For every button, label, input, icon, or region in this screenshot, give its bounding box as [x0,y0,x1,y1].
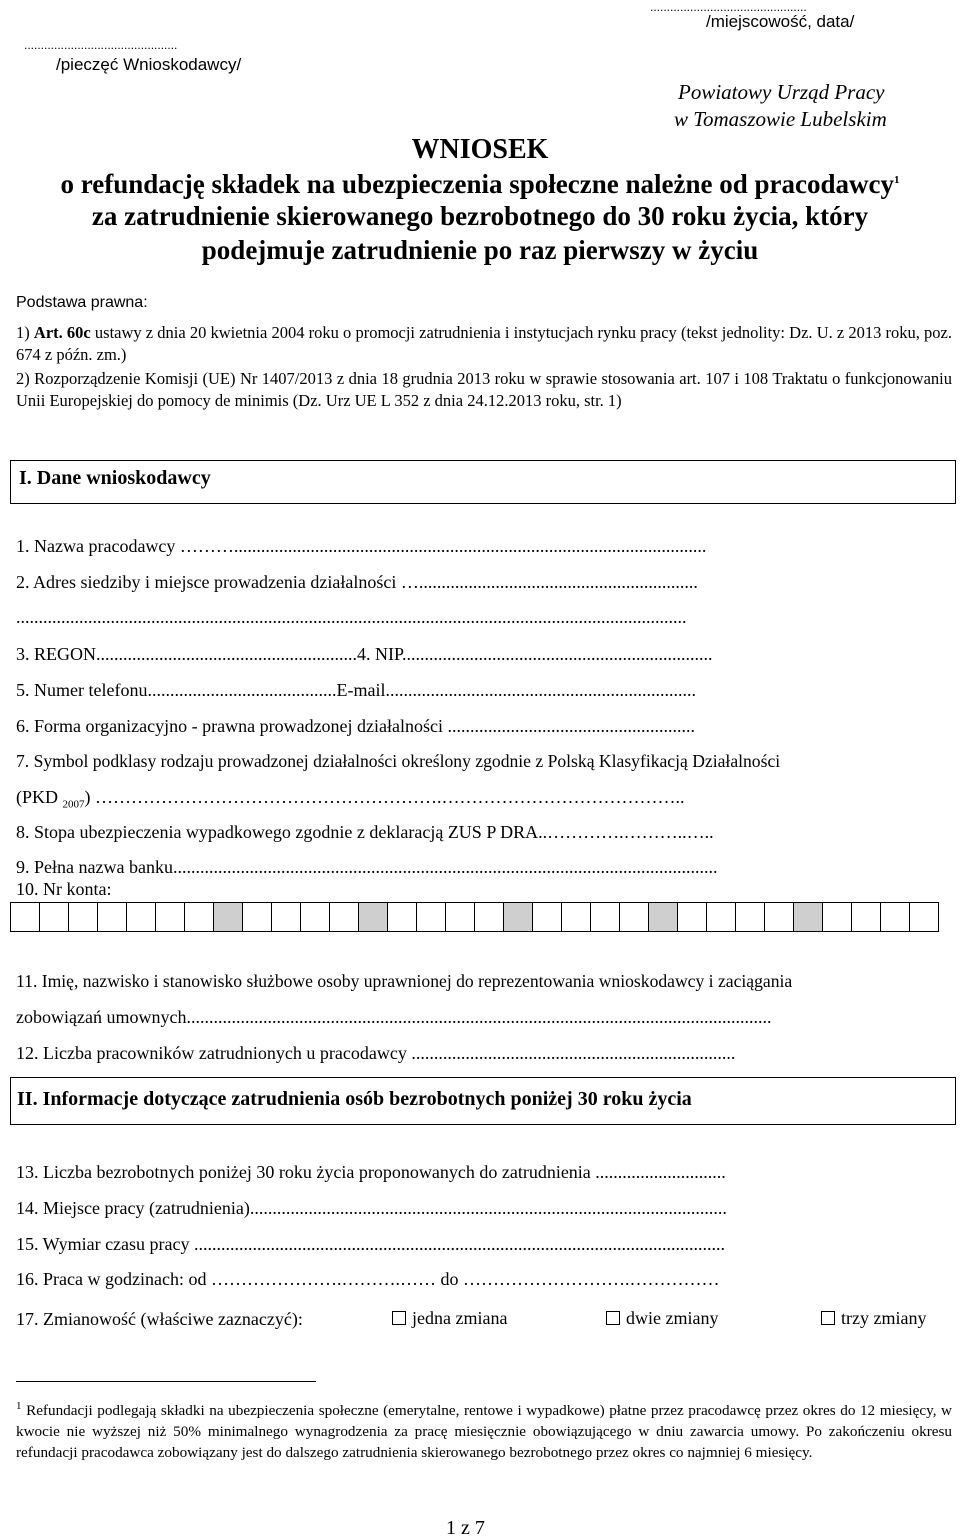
pkd-dots: ) ………………………………………………….………………………………….. [84,787,685,807]
account-digit-cell[interactable] [417,902,446,932]
title-line1 [0,169,960,200]
account-digit-cell[interactable] [359,902,388,932]
account-digit-cell[interactable] [765,902,794,932]
account-digit-cell[interactable] [591,902,620,932]
account-digit-cell[interactable] [852,902,881,932]
office-name-line1: Powiatowy Urząd Pracy [678,80,885,104]
place-date-label: /miejscowość, data/ [706,12,855,31]
account-digit-cell[interactable] [214,902,243,932]
field-phone-email[interactable]: 5. Numer telefonu..........................................E-mail..................................................................... [16,680,696,700]
account-digit-cell[interactable] [649,902,678,932]
section-2-heading: II. Informacje dotyczące zatrudnienia osób bezrobotnych poniżej 30 roku życia [17,1088,692,1110]
account-number-grid[interactable] [10,902,939,932]
field-account-label: 10. Nr konta: [16,879,112,899]
field-working-time[interactable]: 15. Wymiar czasu pracy ...................................................................................................................... [16,1234,726,1254]
field-representative[interactable]: 11. Imię, nazwisko i stanowisko służbowe osoby uprawnionej do reprezentowania wnioskodawcy i zaciągania [16,971,793,991]
footnote-mark: 1 [16,1400,22,1412]
section-1-header [10,460,956,504]
footnote-ref: 1 [893,174,900,186]
account-digit-cell[interactable] [504,902,533,932]
account-digit-cell[interactable] [910,902,939,932]
field-pkd-label: 7. Symbol podklasy rodzaju prowadzonej działalności określony zgodnie z Polską Klasyfikacją Działalności [16,751,781,771]
account-digit-cell[interactable] [11,902,40,932]
account-digit-cell[interactable] [736,902,765,932]
title-line3: podejmuje zatrudnienie po raz pierwszy w życiu [201,235,759,265]
account-digit-cell[interactable] [69,902,98,932]
account-digit-cell[interactable] [185,902,214,932]
title-line2: za zatrudnienie skierowanego bezrobotnego do 30 roku życia, który [91,201,869,231]
footnote [16,1396,952,1463]
field-pkd[interactable] [16,786,685,816]
shift-option-one[interactable] [392,1308,507,1329]
legal-p1-text: ustawy z dnia 20 kwietnia 2004 roku o promocji zatrudnienia i instytucjach rynku pracy (tekst jednolity: Dz. U. z 2013 roku, poz. 674 z późn. zm.) [16,323,952,364]
account-digit-cell[interactable] [794,902,823,932]
account-digit-cell[interactable] [40,902,69,932]
account-digit-cell[interactable] [881,902,910,932]
shift-option-three-label: trzy zmiany [841,1308,927,1328]
account-digit-cell[interactable] [707,902,736,932]
field-employee-count[interactable]: 12. Liczba pracowników zatrudnionych u pracodawcy ........................................................................ [16,1043,736,1063]
account-digit-cell[interactable] [620,902,649,932]
field-unemployed-count[interactable]: 13. Liczba bezrobotnych poniżej 30 roku życia proponowanych do zatrudnienia ............................. [16,1162,726,1182]
legal-basis-heading: Podstawa prawna: [16,294,148,311]
field-employer-name[interactable]: 1. Nazwa pracodawcy ………......................................................................................................... [16,536,707,556]
field-workplace[interactable]: 14. Miejsce pracy (zatrudnienia).......................................................................................................... [16,1198,727,1218]
pkd-year: 2007 [62,798,85,811]
account-digit-cell[interactable] [272,902,301,932]
section-2-header [10,1077,956,1125]
account-digit-cell[interactable] [127,902,156,932]
field-accident-rate[interactable]: 8. Stopa ubezpieczenia wypadkowego zgodnie z deklaracją ZUS P DRA..………….………..….. [16,822,714,842]
footnote-text: Refundacji podlegają składki na ubezpieczenia społeczne (emerytalne, rentowe i wypadkowe) płatne przez pracodawcę przez okres do 12 miesięcy, w kwocie nie wyższej niż 50% minimalnego wynagrodzenia za pracę miesięcznie obowiązującego w dniu zawarcia umowy. Po zakończeniu okresu refundacji pracodawca zobowiązany jest do dalszego zatrudnienia skierowanego bezrobotnego przez okres co najmniej 6 miesięcy. [16,1402,953,1462]
footnote-separator [16,1381,316,1382]
account-digit-cell[interactable] [301,902,330,932]
section-1-heading: I. Dane wnioskodawcy [19,467,211,489]
field-address-cont[interactable]: ..................................................................................................................................................... [16,607,687,627]
checkbox-icon[interactable] [606,1311,620,1325]
shift-option-one-label: jedna zmiana [412,1308,508,1328]
account-digit-cell[interactable] [823,902,852,932]
shift-option-three[interactable] [821,1308,926,1329]
shift-option-two-label: dwie zmiany [626,1308,719,1328]
title-line1-text: o refundację składek na ubezpieczenia społeczne należne od pracodawcy [60,169,894,199]
account-digit-cell[interactable] [330,902,359,932]
account-digit-cell[interactable] [243,902,272,932]
checkbox-icon[interactable] [392,1311,406,1325]
account-digit-cell[interactable] [156,902,185,932]
legal-p1-prefix: 1) [16,323,34,342]
stamp-label: /pieczęć Wnioskodawcy/ [56,55,242,74]
pkd-prefix: (PKD [16,787,63,807]
legal-basis-p1 [16,322,952,366]
stamp-dots: .............................................. [24,38,178,52]
field-working-hours[interactable]: 16. Praca w godzinach: od ………………….……….…… do ……………………….…………… [16,1269,720,1289]
field-legal-form[interactable]: 6. Forma organizacyjno - prawna prowadzonej działalności ....................................................... [16,716,696,736]
account-digit-cell[interactable] [475,902,504,932]
account-digit-cell[interactable] [562,902,591,932]
shift-option-two[interactable] [606,1308,718,1329]
office-name-line2: w Tomaszowie Lubelskim [674,107,887,131]
legal-basis-p2: 2) Rozporządzenie Komisji (UE) Nr 1407/2013 z dnia 18 grudnia 2013 roku w sprawie stosowania art. 107 i 108 Traktatu o funkcjonowaniu Unii Europejskiej do pomocy de minimis (Dz. Urz UE L 352 z dnia 24.12.2013 roku, str. 1) [16,369,952,410]
document-title: WNIOSEK [411,134,549,165]
account-digit-cell[interactable] [98,902,127,932]
account-digit-cell[interactable] [446,902,475,932]
place-date-dots: ............................................... [650,0,807,14]
page-number: 1 z 7 [446,1517,485,1539]
field-bank-name[interactable]: 9. Pełna nazwa banku......................................................................................................................... [16,857,718,877]
field-regon-nip[interactable]: 3. REGON..........................................................4. NIP..................................................................... [16,644,713,664]
field-representative-cont[interactable]: zobowiązań umownych.................................................................................................................................. [16,1007,772,1027]
checkbox-icon[interactable] [821,1311,835,1325]
account-digit-cell[interactable] [533,902,562,932]
field-address[interactable]: 2. Adres siedziby i miejsce prowadzenia działalności ….............................................................. [16,572,698,592]
legal-p1-article: Art. 60c [33,323,91,342]
account-digit-cell[interactable] [678,902,707,932]
field-shifts: 17. Zmianowość (właściwe zaznaczyć): [16,1309,303,1329]
account-digit-cell[interactable] [388,902,417,932]
